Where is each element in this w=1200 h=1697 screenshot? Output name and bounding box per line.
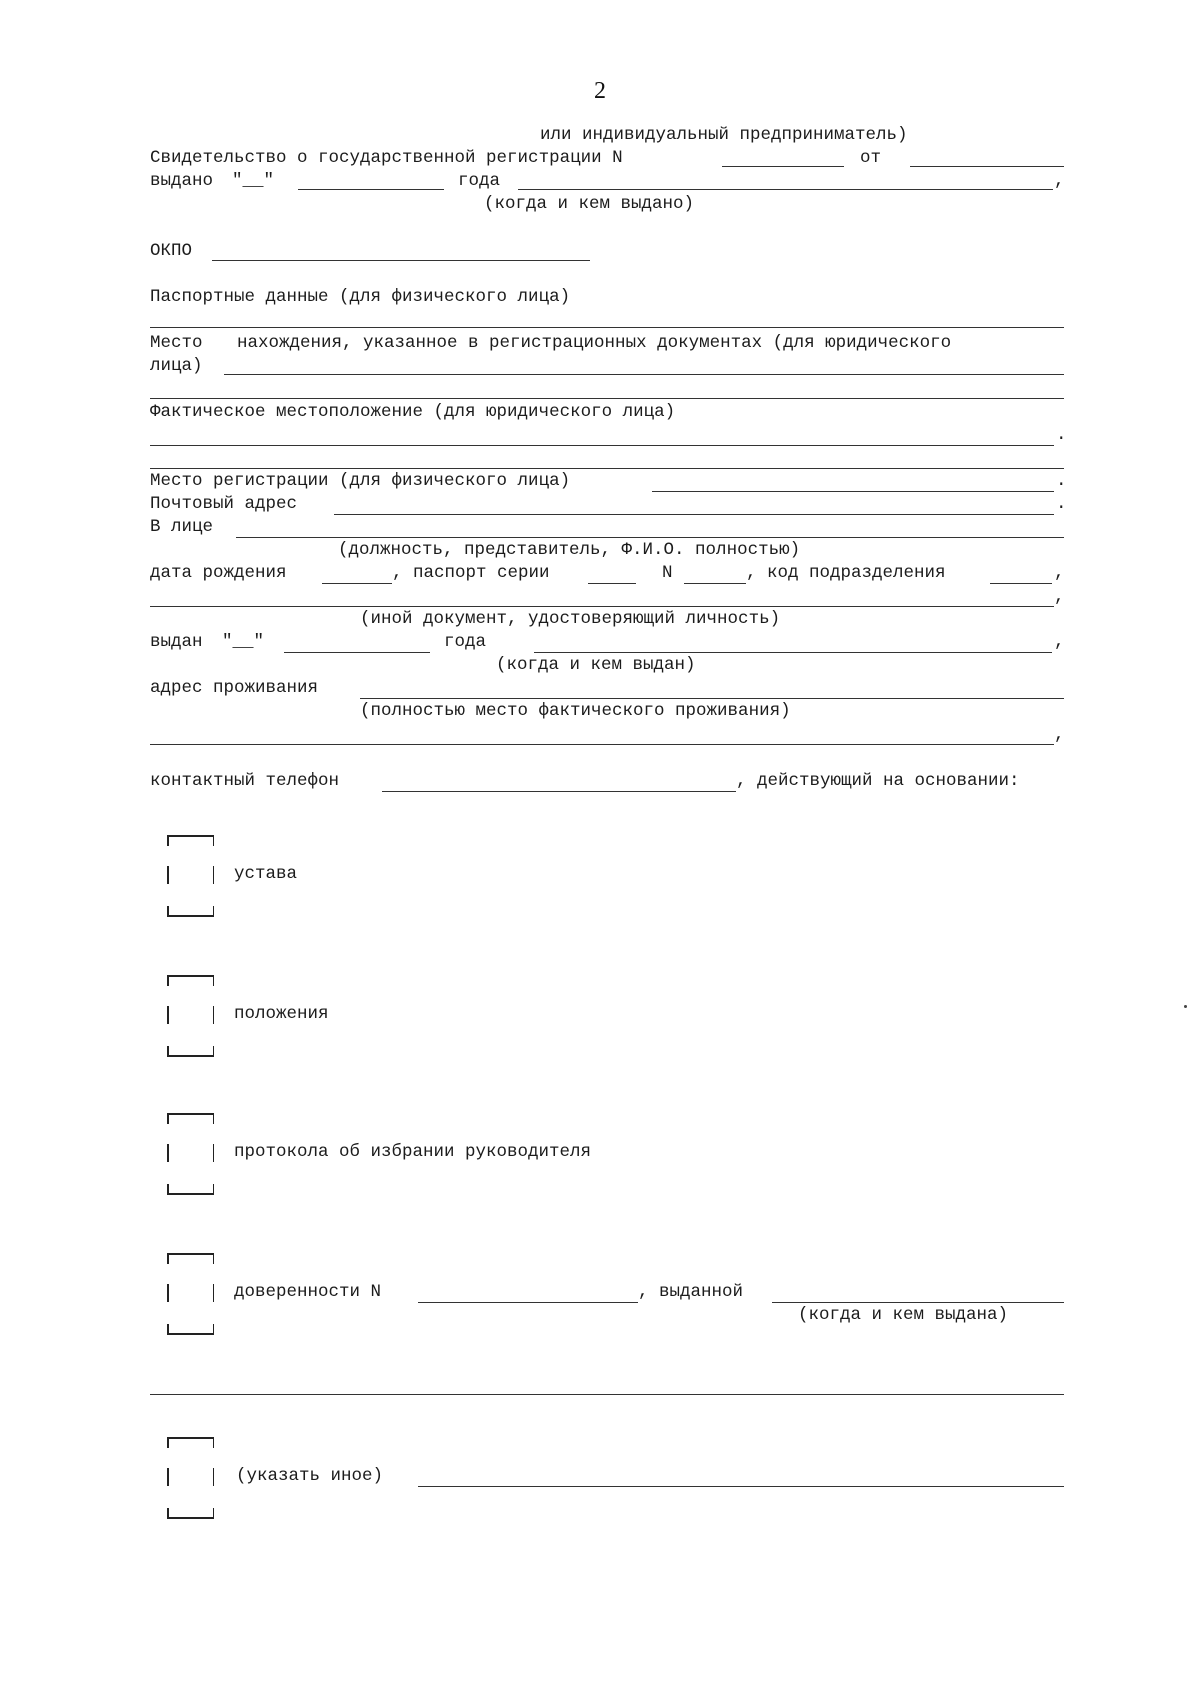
registration-place-label: Место регистрации (для физического лица)	[150, 471, 571, 491]
power-of-attorney-number-field[interactable]	[418, 1302, 638, 1303]
registration-label: Свидетельство о государственной регистрации N	[150, 148, 623, 168]
issued-quote-day: "__"	[222, 632, 265, 652]
registration-caption: (когда и кем выдано)	[484, 194, 695, 214]
issued-year-label: года	[444, 632, 487, 652]
registration-place-field[interactable]	[652, 491, 1054, 492]
in-person-label: В лице	[150, 517, 214, 537]
phone-label: контактный телефон	[150, 771, 340, 791]
location-word: Место	[150, 333, 203, 353]
passport-code-field[interactable]	[990, 583, 1052, 584]
checkbox-brackets-icon	[166, 826, 214, 922]
residence-comma: ,	[1054, 725, 1065, 745]
option-protocol-checkbox[interactable]	[166, 1104, 214, 1200]
registration-date-field[interactable]	[910, 166, 1064, 167]
passport-label: Паспортные данные (для физического лица)	[150, 287, 571, 307]
location-line2: лица)	[150, 356, 203, 376]
registration-issued-label: выдано	[150, 171, 214, 191]
passport-series-field[interactable]	[588, 583, 636, 584]
registration-month-field[interactable]	[298, 189, 444, 190]
birth-label: дата рождения	[150, 563, 287, 583]
location-field-2[interactable]	[150, 398, 1064, 399]
actual-location-dot: .	[1056, 425, 1067, 445]
other-document-comma: ,	[1054, 587, 1065, 607]
basis-label: , действующий на основании:	[736, 771, 1020, 791]
other-basis-field[interactable]	[418, 1486, 1064, 1487]
residence-field-2[interactable]	[150, 744, 1054, 745]
residence-caption: (полностью место фактического проживания)	[360, 701, 791, 721]
checkbox-brackets-icon	[166, 1244, 214, 1340]
registration-comma: ,	[1054, 171, 1065, 191]
phone-field[interactable]	[382, 791, 736, 792]
option-regulation-label: положения	[234, 1004, 329, 1024]
passport-code-label: , код подразделения	[746, 563, 946, 583]
in-person-caption: (должность, представитель, Ф.И.О. полностью)	[338, 540, 801, 560]
residence-label: адрес проживания	[150, 678, 319, 698]
registration-from-label: от	[860, 148, 882, 168]
location-rest: нахождения, указанное в регистрационных документах (для юридического	[237, 333, 952, 353]
other-document-caption: (иной документ, удостоверяющий личность)	[360, 609, 781, 629]
option-other-checkbox[interactable]	[166, 1428, 214, 1524]
option-charter-label: устава	[234, 864, 298, 884]
in-person-field[interactable]	[236, 537, 1064, 538]
passport-comma: ,	[1054, 563, 1065, 583]
registration-issuer-field[interactable]	[518, 189, 1053, 190]
power-of-attorney-issuer-field[interactable]	[772, 1302, 1064, 1303]
page-number: 2	[594, 78, 606, 104]
okpo-label: ОКПО	[150, 241, 193, 261]
issued-caption: (когда и кем выдан)	[496, 655, 696, 675]
header-continuation: или индивидуальный предприниматель)	[540, 125, 908, 145]
option-charter-checkbox[interactable]	[166, 826, 214, 922]
issued-month-field[interactable]	[284, 652, 430, 653]
registration-quote-day: "__"	[232, 171, 275, 191]
option-power-of-attorney-label: доверенности N	[234, 1282, 382, 1302]
option-power-of-attorney-checkbox[interactable]	[166, 1244, 214, 1340]
actual-location-field-2[interactable]	[150, 468, 1064, 469]
residence-field[interactable]	[360, 698, 1064, 699]
option-regulation-checkbox[interactable]	[166, 966, 214, 1062]
power-of-attorney-issued-label: , выданной	[638, 1282, 744, 1302]
postal-address-field[interactable]	[334, 514, 1054, 515]
registration-number-field[interactable]	[722, 166, 844, 167]
power-of-attorney-field-2[interactable]	[150, 1394, 1064, 1395]
okpo-field[interactable]	[212, 260, 590, 261]
passport-field[interactable]	[150, 327, 1064, 328]
checkbox-brackets-icon	[166, 1428, 214, 1524]
power-of-attorney-caption: (когда и кем выдана)	[798, 1305, 1009, 1325]
birth-date-field[interactable]	[322, 583, 392, 584]
other-document-field[interactable]	[150, 606, 1054, 607]
checkbox-brackets-icon	[166, 1104, 214, 1200]
registration-year-label: года	[458, 171, 501, 191]
issued-label: выдан	[150, 632, 203, 652]
registration-place-dot: .	[1056, 471, 1067, 491]
passport-n-label: N	[662, 563, 673, 583]
actual-location-field[interactable]	[150, 445, 1054, 446]
checkbox-brackets-icon	[166, 966, 214, 1062]
option-other-label: (указать иное)	[236, 1466, 384, 1486]
passport-number-field[interactable]	[684, 583, 746, 584]
issued-comma: ,	[1054, 632, 1065, 652]
postal-address-dot: .	[1056, 494, 1067, 514]
actual-location-label: Фактическое местоположение (для юридического лица)	[150, 402, 676, 422]
issued-issuer-field[interactable]	[534, 652, 1052, 653]
postal-address-label: Почтовый адрес	[150, 494, 298, 514]
option-protocol-label: протокола об избрании руководителя	[234, 1142, 592, 1162]
margin-dot	[1184, 1005, 1187, 1008]
passport-series-label: , паспорт серии	[392, 563, 550, 583]
location-field[interactable]	[224, 374, 1064, 375]
